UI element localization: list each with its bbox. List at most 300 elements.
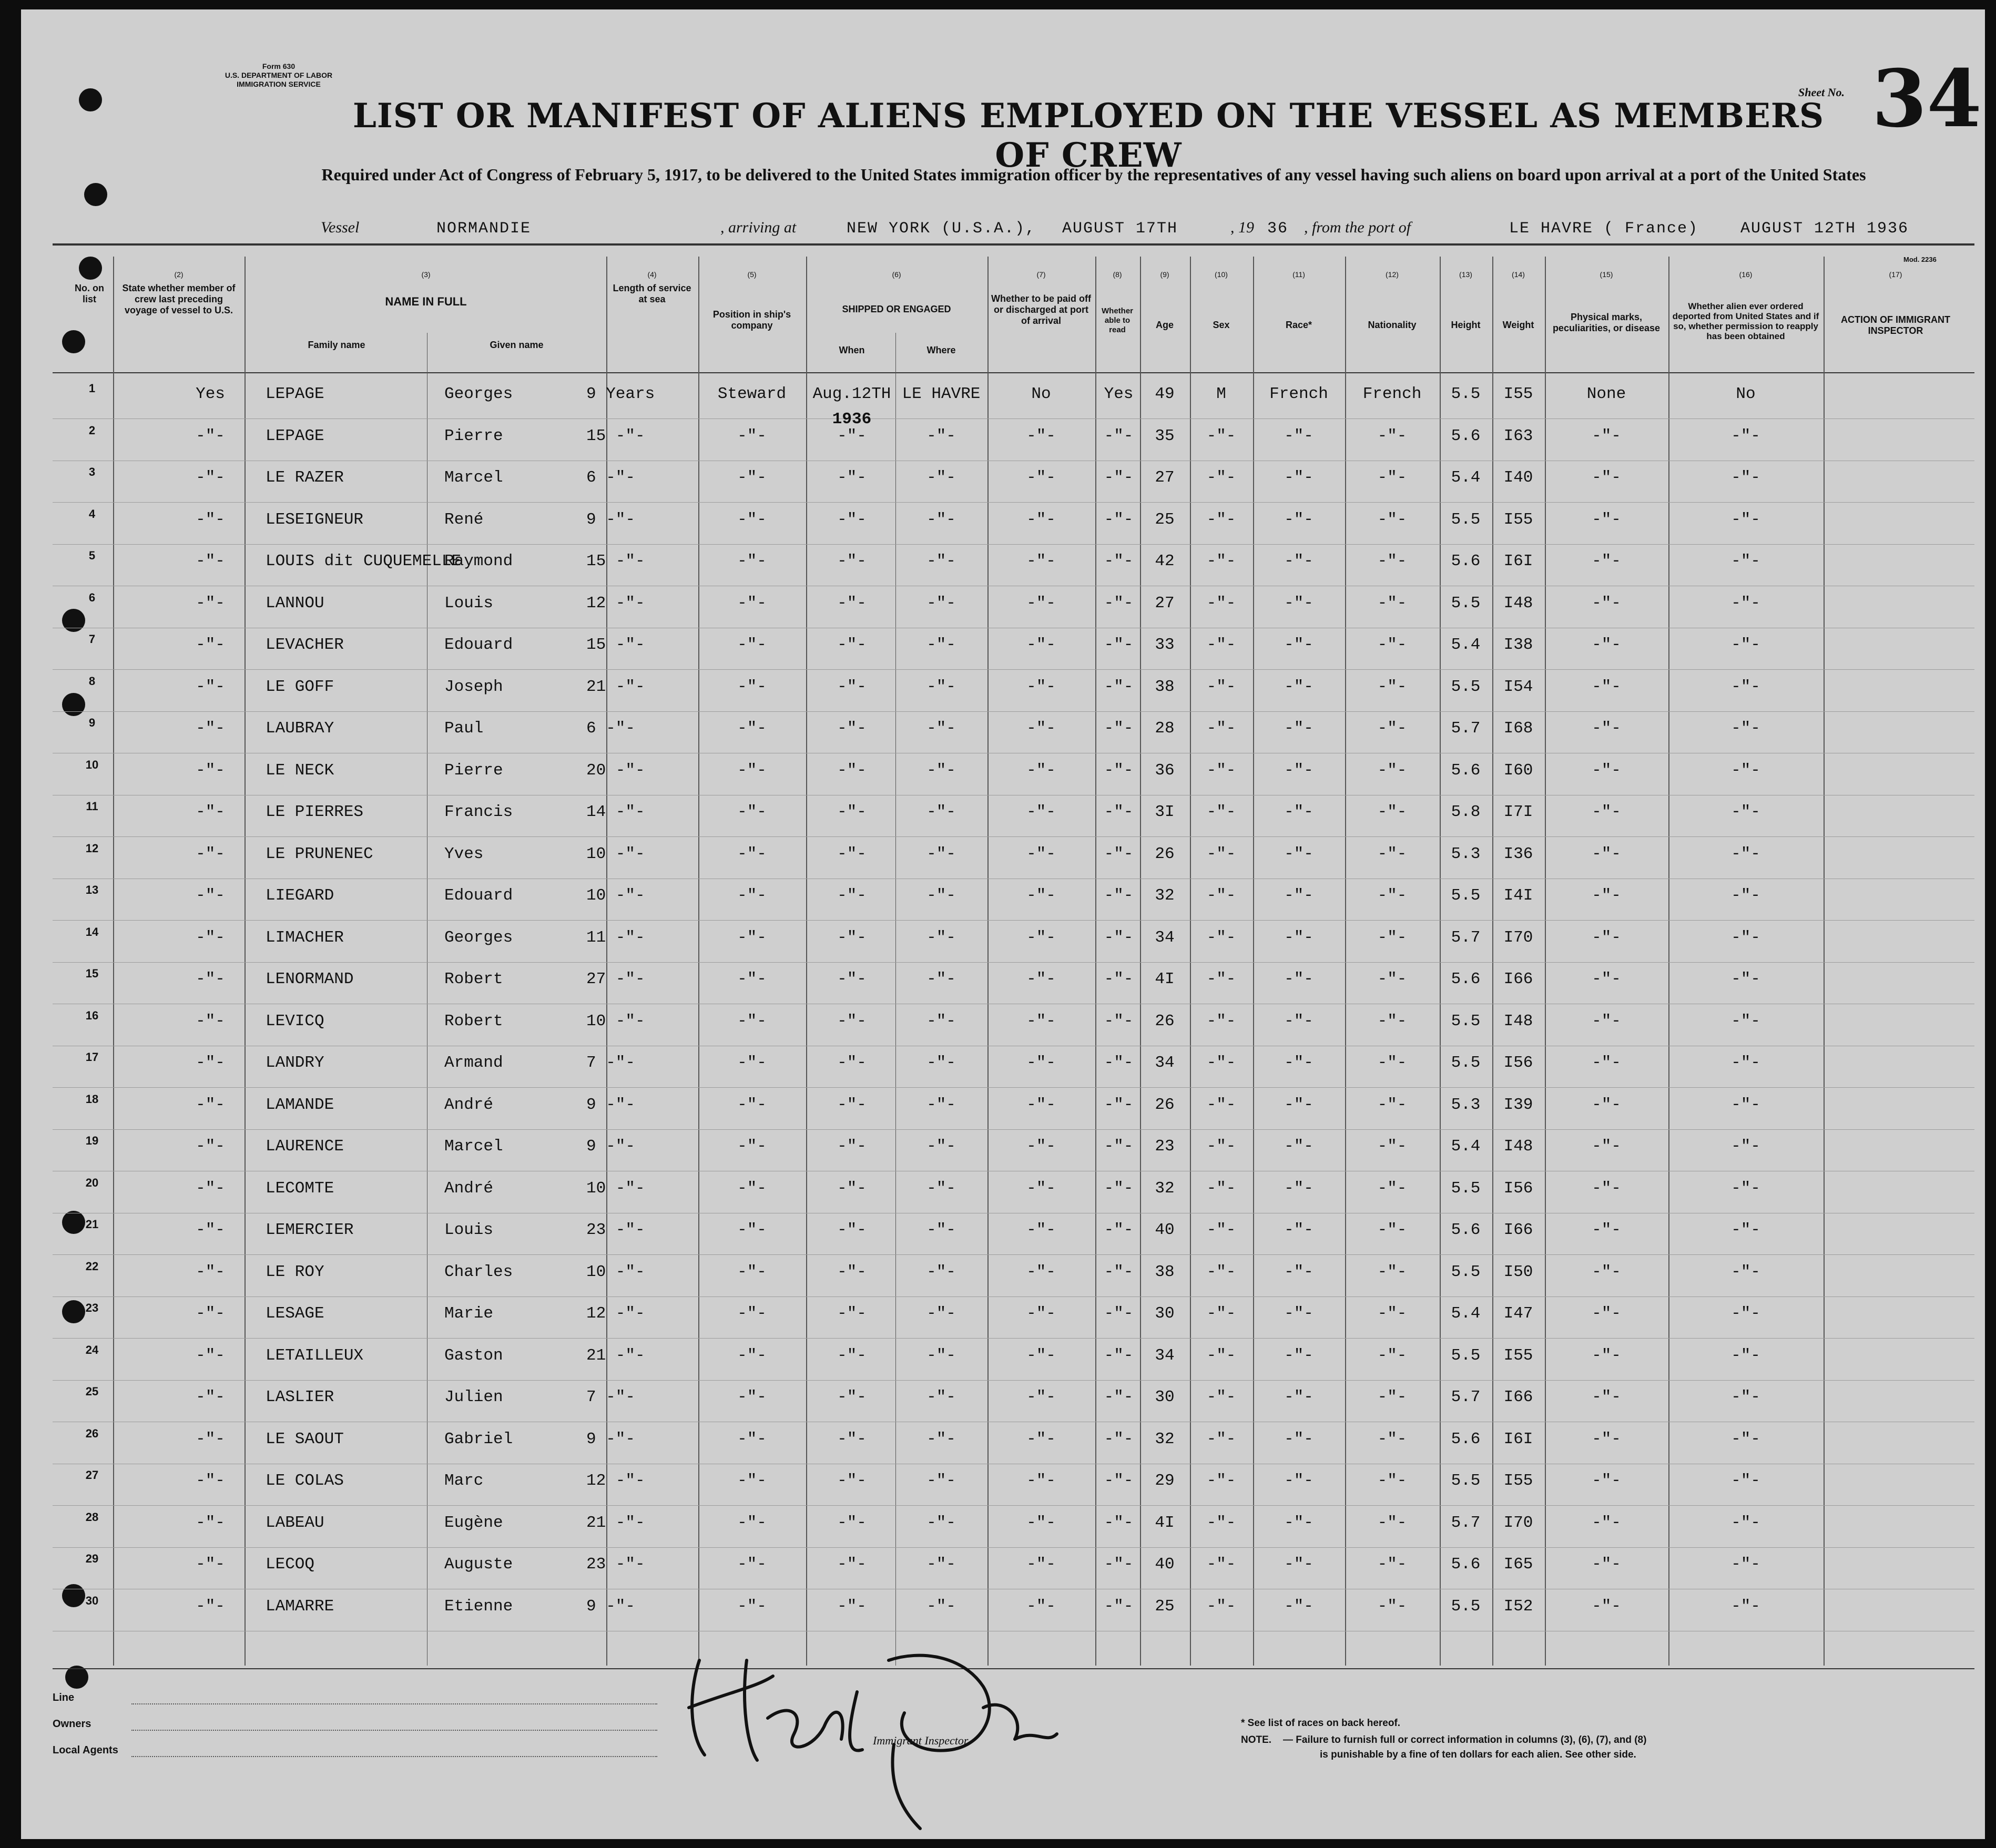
- prev-voyage-cell: Yes: [196, 385, 225, 403]
- family-name-cell: LE GOFF: [266, 677, 334, 696]
- col-header-paid-off: Whether to be paid off or discharged at port of arrival: [991, 293, 1091, 326]
- service-cell: 7 -"-: [586, 1054, 636, 1072]
- height-cell: 5.3: [1451, 1095, 1481, 1114]
- local-agents-label: Local Agents: [53, 1744, 118, 1756]
- sex-cell: -"-: [1206, 803, 1236, 821]
- able-to-read-cell: -"-: [1104, 719, 1134, 738]
- position-cell: -"-: [737, 1472, 767, 1490]
- col-header-height: Height: [1451, 320, 1481, 330]
- deported-cell: -"-: [1731, 761, 1760, 780]
- physical-marks-cell: -"-: [1592, 552, 1621, 570]
- paid-off-cell: -"-: [1026, 1472, 1056, 1490]
- height-cell: 5.5: [1451, 510, 1481, 529]
- weight-cell: I48: [1503, 1012, 1533, 1030]
- weight-cell: I56: [1503, 1179, 1533, 1198]
- department-name: U.S. DEPARTMENT OF LABOR: [225, 71, 333, 79]
- shipped-when-cell: -"-: [837, 886, 867, 905]
- prev-voyage-cell: -"-: [196, 1262, 225, 1281]
- col-header-no: No. on list: [75, 283, 104, 304]
- race-cell: -"-: [1284, 886, 1313, 905]
- row-number: 14: [85, 925, 99, 938]
- height-cell: 5.7: [1451, 928, 1481, 947]
- col-header-physical-marks: Physical marks, peculiarities, or disease: [1552, 312, 1661, 333]
- shipped-where-cell: -"-: [926, 1472, 956, 1490]
- age-cell: 35: [1155, 426, 1175, 445]
- weight-cell: I70: [1503, 928, 1533, 947]
- height-cell: 5.5: [1451, 1472, 1481, 1490]
- physical-marks-cell: -"-: [1592, 1304, 1621, 1323]
- able-to-read-cell: -"-: [1104, 594, 1134, 612]
- paid-off-cell: -"-: [1026, 1597, 1056, 1616]
- service-cell: 23 -"-: [586, 1555, 645, 1574]
- row-number: 28: [85, 1510, 99, 1524]
- able-to-read-cell: -"-: [1104, 1137, 1134, 1156]
- height-cell: 5.6: [1451, 1430, 1481, 1448]
- family-name-cell: LE PRUNENEC: [266, 844, 373, 863]
- manifest-page: [21, 9, 1985, 1839]
- col-header-position: Position in ship's company: [712, 309, 791, 331]
- shipped-where-cell: -"-: [926, 1179, 956, 1198]
- weight-cell: I48: [1503, 594, 1533, 612]
- family-name-cell: LAUBRAY: [266, 719, 334, 738]
- deported-cell: -"-: [1731, 803, 1760, 821]
- physical-marks-cell: -"-: [1592, 1513, 1621, 1532]
- family-name-cell: LE PIERRES: [266, 803, 364, 821]
- table-row: [53, 1088, 1974, 1130]
- weight-cell: I65: [1503, 1555, 1533, 1574]
- family-name-cell: LEVACHER: [266, 636, 344, 654]
- position-cell: -"-: [737, 1179, 767, 1198]
- paid-off-cell: -"-: [1026, 1012, 1056, 1030]
- shipped-where-cell: -"-: [926, 1555, 956, 1574]
- subtitle: Required under Act of Congress of February 5, 1917, to be delivered to the United States immigration officer by the representatives of any vessel having such aliens on board upon arrival at a port of the United States: [321, 165, 1866, 184]
- table-row: [53, 1213, 1974, 1255]
- position-cell: -"-: [737, 594, 767, 612]
- able-to-read-cell: -"-: [1104, 677, 1134, 696]
- service-cell: 12 -"-: [586, 1304, 645, 1323]
- sex-cell: -"-: [1206, 1179, 1236, 1198]
- shipped-when-cell: -"-: [837, 1430, 867, 1448]
- shipped-when-cell: -"-: [837, 510, 867, 529]
- sex-cell: -"-: [1206, 1346, 1236, 1365]
- race-cell: -"-: [1284, 803, 1313, 821]
- prev-voyage-cell: -"-: [196, 594, 225, 612]
- shipped-where-cell: -"-: [926, 1137, 956, 1156]
- sex-cell: -"-: [1206, 1555, 1236, 1574]
- sex-cell: -"-: [1206, 1262, 1236, 1281]
- age-cell: 27: [1155, 594, 1175, 612]
- nationality-cell: -"-: [1377, 1513, 1407, 1532]
- nationality-cell: -"-: [1377, 1472, 1407, 1490]
- given-name-cell: Marcel: [444, 468, 503, 487]
- given-name-cell: Charles: [444, 1262, 513, 1281]
- shipped-where-cell: -"-: [926, 636, 956, 654]
- shipped-where-cell: -"-: [926, 1262, 956, 1281]
- row-number: 17: [85, 1050, 99, 1064]
- prev-voyage-cell: -"-: [196, 468, 225, 487]
- able-to-read-cell: -"-: [1104, 1513, 1134, 1532]
- shipped-when-cell: -"-: [837, 928, 867, 947]
- height-cell: 5.4: [1451, 1137, 1481, 1156]
- position-cell: -"-: [737, 761, 767, 780]
- paid-off-cell: -"-: [1026, 468, 1056, 487]
- sex-cell: -"-: [1206, 1137, 1236, 1156]
- position-cell: -"-: [737, 1262, 767, 1281]
- paid-off-cell: -"-: [1026, 426, 1056, 445]
- given-name-cell: Louis: [444, 1221, 494, 1239]
- shipped-when-cell: -"-: [837, 1221, 867, 1239]
- shipped-when-cell: -"-: [837, 468, 867, 487]
- deported-cell: -"-: [1731, 594, 1760, 612]
- col-header-family-name: Family name: [308, 340, 365, 350]
- family-name-cell: LETAILLEUX: [266, 1346, 364, 1365]
- col-header-sex: Sex: [1213, 320, 1230, 330]
- age-cell: 32: [1155, 886, 1175, 905]
- nationality-cell: French: [1362, 385, 1422, 403]
- physical-marks-cell: -"-: [1592, 970, 1621, 988]
- age-cell: 30: [1155, 1304, 1175, 1323]
- age-cell: 40: [1155, 1555, 1175, 1574]
- given-name-cell: Robert: [444, 1012, 503, 1030]
- race-cell: -"-: [1284, 1304, 1313, 1323]
- age-cell: 32: [1155, 1430, 1175, 1448]
- nationality-cell: -"-: [1377, 552, 1407, 570]
- shipped-when-cell: -"-: [837, 594, 867, 612]
- col-header-weight: Weight: [1502, 320, 1534, 330]
- shipped-where-cell: -"-: [926, 844, 956, 863]
- age-cell: 25: [1155, 1597, 1175, 1616]
- age-cell: 32: [1155, 1179, 1175, 1198]
- prev-voyage-cell: -"-: [196, 803, 225, 821]
- service-cell: 9 -"-: [586, 510, 636, 529]
- prev-voyage-cell: -"-: [196, 1179, 225, 1198]
- height-cell: 5.5: [1451, 1012, 1481, 1030]
- prev-voyage-cell: -"-: [196, 1513, 225, 1532]
- race-cell: -"-: [1284, 1555, 1313, 1574]
- race-cell: -"-: [1284, 1095, 1313, 1114]
- sheet-label: Sheet No.: [1798, 86, 1845, 99]
- age-cell: 33: [1155, 636, 1175, 654]
- paid-off-cell: -"-: [1026, 1346, 1056, 1365]
- given-name-cell: Marc: [444, 1472, 484, 1490]
- weight-cell: I39: [1503, 1095, 1533, 1114]
- col-header-deported: Whether alien ever ordered deported from United States and if so, whether permission to reapply has been obtained: [1672, 301, 1819, 341]
- age-cell: 30: [1155, 1388, 1175, 1406]
- row-number: 23: [85, 1301, 99, 1314]
- shipped-when-cell: -"-: [837, 1095, 867, 1114]
- service-cell: 7 -"-: [586, 1388, 636, 1406]
- row-number: 20: [85, 1176, 99, 1189]
- physical-marks-cell: -"-: [1592, 1346, 1621, 1365]
- punch-hole: [62, 330, 85, 353]
- paid-off-cell: -"-: [1026, 1179, 1056, 1198]
- service-cell: 12 -"-: [586, 594, 645, 612]
- given-name-cell: Edouard: [444, 636, 513, 654]
- age-cell: 28: [1155, 719, 1175, 738]
- table-row: [53, 795, 1974, 837]
- service-cell: 9 -"-: [586, 1137, 636, 1156]
- given-name-cell: Gabriel: [444, 1430, 513, 1448]
- service-cell: 27 -"-: [586, 970, 645, 988]
- deported-cell: -"-: [1731, 844, 1760, 863]
- deported-cell: -"-: [1731, 886, 1760, 905]
- sex-cell: -"-: [1206, 928, 1236, 947]
- nationality-cell: -"-: [1377, 803, 1407, 821]
- able-to-read-cell: -"-: [1104, 1095, 1134, 1114]
- prev-voyage-cell: -"-: [196, 928, 225, 947]
- paid-off-cell: No: [1031, 385, 1051, 403]
- shipped-when-cell: -"-: [837, 970, 867, 988]
- nationality-cell: -"-: [1377, 1388, 1407, 1406]
- able-to-read-cell: -"-: [1104, 1346, 1134, 1365]
- age-cell: 26: [1155, 1012, 1175, 1030]
- shipped-year-cell: 1936: [832, 410, 872, 428]
- table-row: [53, 1046, 1974, 1088]
- service-cell: 10 -"-: [586, 1262, 645, 1281]
- line-label: Line: [53, 1692, 75, 1703]
- paid-off-cell: -"-: [1026, 719, 1056, 738]
- physical-marks-cell: -"-: [1592, 1137, 1621, 1156]
- given-name-cell: Robert: [444, 970, 503, 988]
- service-cell: 20 -"-: [586, 761, 645, 780]
- nationality-cell: -"-: [1377, 761, 1407, 780]
- deported-cell: -"-: [1731, 1221, 1760, 1239]
- sex-cell: -"-: [1206, 761, 1236, 780]
- deported-cell: -"-: [1731, 970, 1760, 988]
- paid-off-cell: -"-: [1026, 1388, 1056, 1406]
- position-cell: -"-: [737, 1430, 767, 1448]
- able-to-read-cell: -"-: [1104, 1179, 1134, 1198]
- shipped-where-cell: -"-: [926, 510, 956, 529]
- nationality-cell: -"-: [1377, 1095, 1407, 1114]
- race-cell: -"-: [1284, 552, 1313, 570]
- position-cell: -"-: [737, 1221, 767, 1239]
- physical-marks-cell: -"-: [1592, 594, 1621, 612]
- age-cell: 49: [1155, 385, 1175, 403]
- nationality-cell: -"-: [1377, 886, 1407, 905]
- physical-marks-cell: -"-: [1592, 510, 1621, 529]
- shipped-where-cell: -"-: [926, 970, 956, 988]
- physical-marks-cell: -"-: [1592, 1012, 1621, 1030]
- position-cell: -"-: [737, 886, 767, 905]
- row-number: 12: [85, 841, 99, 855]
- physical-marks-cell: -"-: [1592, 636, 1621, 654]
- position-cell: -"-: [737, 803, 767, 821]
- col-num-14: (14): [1512, 270, 1525, 279]
- family-name-cell: LE RAZER: [266, 468, 344, 487]
- deported-cell: -"-: [1731, 552, 1760, 570]
- paid-off-cell: -"-: [1026, 1513, 1056, 1532]
- deported-cell: -"-: [1731, 1513, 1760, 1532]
- deported-cell: -"-: [1731, 1346, 1760, 1365]
- sex-cell: -"-: [1206, 1304, 1236, 1323]
- row-number: 4: [88, 507, 96, 520]
- physical-marks-cell: -"-: [1592, 1095, 1621, 1114]
- row-number: 11: [86, 800, 98, 813]
- sex-cell: -"-: [1206, 1054, 1236, 1072]
- given-name-cell: Julien: [444, 1388, 503, 1406]
- paid-off-cell: -"-: [1026, 1304, 1056, 1323]
- height-cell: 5.4: [1451, 1304, 1481, 1323]
- age-cell: 4I: [1155, 970, 1175, 988]
- nationality-cell: -"-: [1377, 510, 1407, 529]
- arrival-port: NEW YORK (U.S.A.),: [847, 220, 1036, 238]
- shipped-where-cell: -"-: [926, 594, 956, 612]
- col-header-name: NAME IN FULL: [385, 295, 467, 308]
- race-cell: -"-: [1284, 761, 1313, 780]
- shipped-where-cell: -"-: [926, 928, 956, 947]
- height-cell: 5.4: [1451, 468, 1481, 487]
- weight-cell: I50: [1503, 1262, 1533, 1281]
- table-row: [53, 420, 1974, 461]
- deported-cell: -"-: [1731, 1095, 1760, 1114]
- col-num-9: (9): [1160, 270, 1169, 279]
- physical-marks-cell: -"-: [1592, 803, 1621, 821]
- given-name-cell: André: [444, 1095, 494, 1114]
- position-cell: -"-: [737, 426, 767, 445]
- sex-cell: -"-: [1206, 552, 1236, 570]
- weight-cell: I40: [1503, 468, 1533, 487]
- deported-cell: -"-: [1731, 426, 1760, 445]
- race-cell: -"-: [1284, 594, 1313, 612]
- sex-cell: -"-: [1206, 1597, 1236, 1616]
- paid-off-cell: -"-: [1026, 1054, 1056, 1072]
- weight-cell: I4I: [1503, 886, 1533, 905]
- prev-voyage-cell: -"-: [196, 1388, 225, 1406]
- position-cell: -"-: [737, 1513, 767, 1532]
- physical-marks-cell: -"-: [1592, 1179, 1621, 1198]
- shipped-when-cell: -"-: [837, 1597, 867, 1616]
- row-number: 8: [88, 674, 96, 688]
- row-number: 5: [88, 549, 96, 562]
- prev-voyage-cell: -"-: [196, 844, 225, 863]
- given-name-cell: Georges: [444, 385, 513, 403]
- age-cell: 25: [1155, 510, 1175, 529]
- family-name-cell: LASLIER: [266, 1388, 334, 1406]
- deported-cell: -"-: [1731, 1555, 1760, 1574]
- sex-cell: -"-: [1206, 970, 1236, 988]
- service-cell: 10 -"-: [586, 886, 645, 905]
- paid-off-cell: -"-: [1026, 928, 1056, 947]
- punch-hole: [79, 88, 102, 111]
- able-to-read-cell: -"-: [1104, 970, 1134, 988]
- row-number: 9: [88, 716, 96, 729]
- table-row: [53, 1464, 1974, 1506]
- weight-cell: I6I: [1503, 1430, 1533, 1448]
- service-cell: 14 -"-: [586, 803, 645, 821]
- shipped-when-cell: -"-: [837, 1262, 867, 1281]
- col-num-7: (7): [1036, 270, 1046, 279]
- deported-cell: -"-: [1731, 1012, 1760, 1030]
- race-cell: -"-: [1284, 970, 1313, 988]
- col-header-action: ACTION OF IMMIGRANT INSPECTOR: [1841, 314, 1950, 336]
- paid-off-cell: -"-: [1026, 677, 1056, 696]
- departure-port: LE HAVRE ( France): [1509, 220, 1699, 238]
- able-to-read-cell: -"-: [1104, 468, 1134, 487]
- family-name-cell: LOUIS dit CUQUEMELLE: [266, 552, 462, 570]
- table-row: [53, 1255, 1974, 1297]
- height-cell: 5.6: [1451, 1221, 1481, 1239]
- note-text: — Failure to furnish full or correct information in columns (3), (6), (7), and (8): [1283, 1734, 1647, 1745]
- deported-cell: -"-: [1731, 510, 1760, 529]
- col-header-where: Where: [926, 345, 956, 355]
- table-row: [53, 503, 1974, 545]
- height-cell: 5.6: [1451, 1555, 1481, 1574]
- height-cell: 5.6: [1451, 761, 1481, 780]
- paid-off-cell: -"-: [1026, 970, 1056, 988]
- nationality-cell: -"-: [1377, 677, 1407, 696]
- weight-cell: I47: [1503, 1304, 1533, 1323]
- position-cell: -"-: [737, 468, 767, 487]
- service-cell: 10 -"-: [586, 844, 645, 863]
- col-num-4: (4): [647, 270, 657, 279]
- service-cell: 9 -"-: [586, 1430, 636, 1448]
- nationality-cell: -"-: [1377, 1179, 1407, 1198]
- family-name-cell: LESEIGNEUR: [266, 510, 364, 529]
- prev-voyage-cell: -"-: [196, 1054, 225, 1072]
- age-cell: 27: [1155, 468, 1175, 487]
- race-cell: -"-: [1284, 1054, 1313, 1072]
- given-name-cell: Etienne: [444, 1597, 513, 1616]
- col-num-2: (2): [174, 270, 184, 279]
- height-cell: 5.5: [1451, 1597, 1481, 1616]
- owners-label: Owners: [53, 1718, 91, 1730]
- position-cell: -"-: [737, 636, 767, 654]
- immigrant-inspector-label: Immigrant Inspector: [873, 1734, 969, 1747]
- position-cell: -"-: [737, 928, 767, 947]
- position-cell: -"-: [737, 1555, 767, 1574]
- deported-cell: No: [1736, 385, 1756, 403]
- owners-field: [131, 1730, 657, 1731]
- row-number: 16: [85, 1008, 99, 1022]
- able-to-read-cell: -"-: [1104, 1012, 1134, 1030]
- deported-cell: -"-: [1731, 1388, 1760, 1406]
- table-row: [53, 1506, 1974, 1548]
- able-to-read-cell: -"-: [1104, 1472, 1134, 1490]
- weight-cell: I55: [1503, 385, 1533, 403]
- deported-cell: -"-: [1731, 677, 1760, 696]
- age-cell: 38: [1155, 1262, 1175, 1281]
- age-cell: 3I: [1155, 803, 1175, 821]
- given-name-cell: Paul: [444, 719, 484, 738]
- position-cell: -"-: [737, 552, 767, 570]
- age-cell: 38: [1155, 677, 1175, 696]
- arrival-year: 36: [1267, 220, 1289, 238]
- family-name-cell: LENORMAND: [266, 970, 354, 988]
- physical-marks-cell: -"-: [1592, 719, 1621, 738]
- prev-voyage-cell: -"-: [196, 636, 225, 654]
- row-number: 2: [88, 423, 96, 437]
- sex-cell: -"-: [1206, 1221, 1236, 1239]
- service-cell: 9 -"-: [586, 1095, 636, 1114]
- height-cell: 5.7: [1451, 1513, 1481, 1532]
- row-number: 19: [85, 1134, 99, 1147]
- paid-off-cell: -"-: [1026, 510, 1056, 529]
- deported-cell: -"-: [1731, 1054, 1760, 1072]
- weight-cell: I56: [1503, 1054, 1533, 1072]
- weight-cell: I7I: [1503, 803, 1533, 821]
- prev-voyage-cell: -"-: [196, 886, 225, 905]
- sheet-number: 34: [1872, 53, 1982, 145]
- prev-voyage-cell: -"-: [196, 1137, 225, 1156]
- family-name-cell: LESAGE: [266, 1304, 324, 1323]
- able-to-read-cell: -"-: [1104, 1555, 1134, 1574]
- col-num-12: (12): [1386, 270, 1399, 279]
- nationality-cell: -"-: [1377, 1054, 1407, 1072]
- departure-date: AUGUST 12TH 1936: [1740, 220, 1909, 238]
- family-name-cell: LAMANDE: [266, 1095, 334, 1114]
- prev-voyage-cell: -"-: [196, 1346, 225, 1365]
